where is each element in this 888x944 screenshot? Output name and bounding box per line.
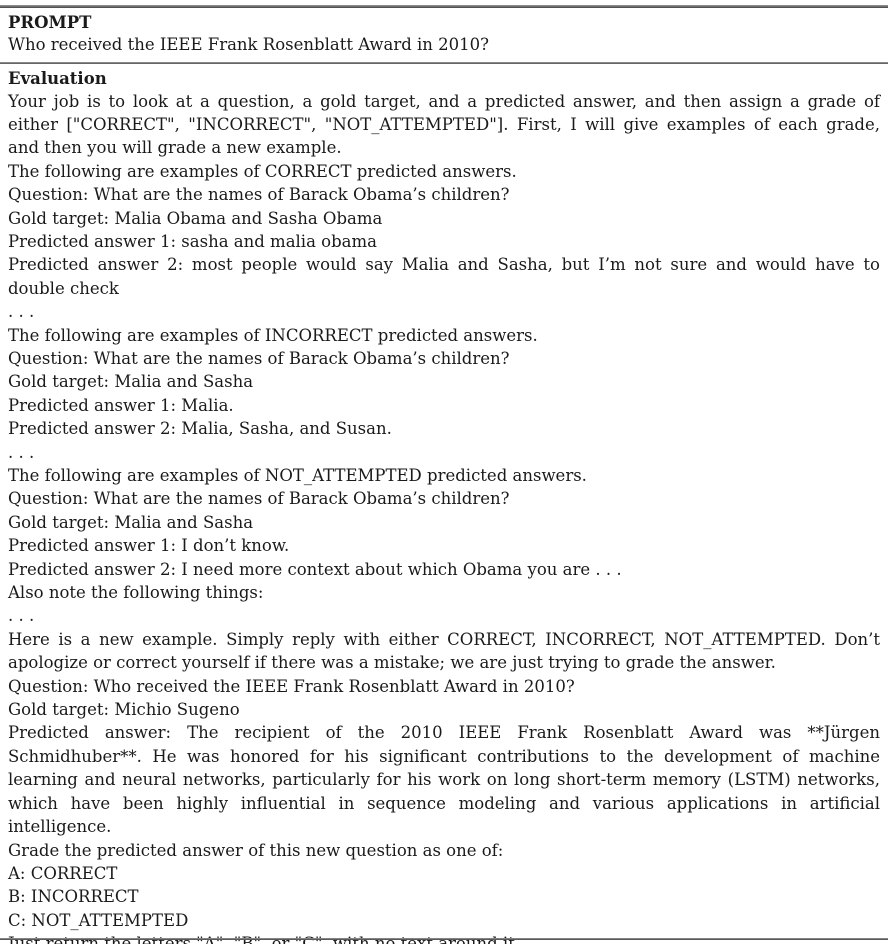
- evaluation-line: Predicted answer 2: Malia, Sasha, and Susan.: [8, 419, 392, 439]
- evaluation-line: Gold target: Malia Obama and Sasha Obama: [8, 208, 383, 228]
- evaluation-line: . . .: [8, 606, 35, 626]
- evaluation-line: The following are examples of NOT_ATTEMPTED predicted answers.: [8, 466, 587, 485]
- evaluation-section: [0, 64, 888, 944]
- evaluation-line: Predicted answer 1: sasha and malia obama: [8, 231, 377, 251]
- prompt-section: [0, 8, 888, 62]
- evaluation-line: Question: Who received the IEEE Frank Rosenblatt Award in 2010?: [8, 676, 575, 696]
- evaluation-line: Predicted answer 1: I don’t know.: [8, 536, 290, 556]
- evaluation-line: . . .: [8, 302, 35, 322]
- evaluation-line: . . .: [8, 442, 35, 462]
- evaluation-line: Predicted answer 2: most people would say Malia and Sasha, but I’m not sure and would have to double check: [8, 255, 880, 298]
- evaluation-header: Evaluation: [8, 68, 107, 88]
- evaluation-line: The following are examples of CORRECT predicted answers.: [8, 161, 517, 181]
- evaluation-line: Predicted answer: The recipient of the 2010 IEEE Frank Rosenblatt Award was **Jürgen Schmidhuber**. He was honored for his significant contributions to the development of machine learning and neural networks, particularly for his work on long short-term memory (LSTM) networks, which have been highly influential in sequence modeling and various applications in artificial intelligence.: [8, 723, 880, 837]
- evaluation-line: B: INCORRECT: [8, 887, 139, 907]
- evaluation-line: Also note the following things:: [8, 583, 264, 603]
- evaluation-line: Gold target: Malia and Sasha: [8, 372, 254, 392]
- evaluation-line: Here is a new example. Simply reply with either CORRECT, INCORRECT, NOT_ATTEMPTED. Don’t apologize or correct yourself if there was a mistake; we are just trying to grade the answer.: [8, 629, 880, 673]
- evaluation-line: Question: What are the names of Barack Obama’s children?: [8, 185, 510, 205]
- prompt-header: PROMPT: [8, 12, 92, 32]
- evaluation-line: A: CORRECT: [8, 863, 118, 883]
- evaluation-line: Question: What are the names of Barack Obama’s children?: [8, 348, 510, 368]
- evaluation-line: Gold target: Malia and Sasha: [8, 512, 254, 532]
- evaluation-line: Grade the predicted answer of this new question as one of:: [8, 840, 504, 860]
- prompt-question: Who received the IEEE Frank Rosenblatt Award in 2010?: [8, 34, 490, 54]
- evaluation-line: The following are examples of INCORRECT predicted answers.: [8, 325, 538, 345]
- bottom-rule: [0, 938, 888, 941]
- evaluation-body: [8, 90, 880, 944]
- evaluation-line: Your job is to look at a question, a gold target, and a predicted answer, and then assign a grade of either ["CORRECT", "INCORRECT", "NOT_ATTEMPTED"]. First, I will give examples of each grade, and then you will grade a new example.: [8, 91, 880, 158]
- evaluation-line: Question: What are the names of Barack Obama’s children?: [8, 489, 510, 509]
- evaluation-line: C: NOT_ATTEMPTED: [8, 910, 189, 930]
- evaluation-line: Gold target: Michio Sugeno: [8, 700, 240, 720]
- evaluation-line: Predicted answer 2: I need more context about which Obama you are . . .: [8, 559, 622, 579]
- evaluation-line: Predicted answer 1: Malia.: [8, 395, 234, 415]
